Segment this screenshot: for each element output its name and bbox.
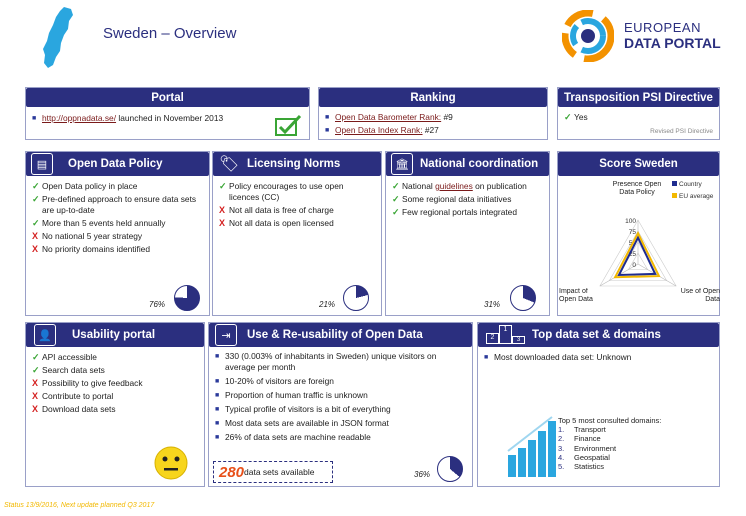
bullet-icon: ■ — [215, 353, 220, 360]
cross-icon: X — [32, 378, 39, 388]
ranking-item — [325, 112, 541, 123]
document-icon: ▤ — [31, 153, 53, 175]
policy-header — [26, 152, 209, 176]
list-item-text: Pre-defined approach to ensure data sets are up-to-date — [42, 194, 197, 215]
edp-logo[interactable] — [562, 10, 742, 62]
index-link[interactable]: Open Data Index Rank: — [335, 125, 423, 135]
reuse-header — [209, 323, 472, 347]
bullet-icon: ■ — [325, 114, 330, 121]
list-item-text: Policy encourages to use open licences (CC) — [229, 181, 344, 202]
reuse-title: Use & Re-usability of Open Data — [247, 329, 423, 341]
list-item — [215, 418, 466, 429]
list-item — [32, 352, 198, 363]
list-item — [215, 404, 466, 415]
portal-text: launched in November 2013 — [116, 113, 224, 123]
coordination-title: National coordination — [420, 158, 539, 170]
portal-header — [26, 88, 309, 107]
check-icon: ✓ — [392, 181, 400, 191]
ranking-title: Ranking — [410, 91, 456, 104]
logo-data-text: DATA — [624, 35, 665, 51]
cross-icon: X — [32, 244, 39, 254]
domain-item — [558, 453, 661, 462]
licensing-card — [212, 151, 382, 316]
bullet-icon: ■ — [215, 434, 220, 441]
ranking-body — [319, 107, 547, 143]
list-item-text: Some regional data initiatives — [402, 194, 512, 204]
coordination-item1-post: on publication — [472, 181, 527, 191]
domain-item — [558, 425, 661, 434]
list-item — [32, 218, 203, 229]
domains-block — [558, 416, 661, 471]
radar-axis-right-text: Use of Open Data — [680, 288, 720, 303]
check-icon: ✓ — [392, 194, 400, 204]
podium-3: 3 — [512, 336, 525, 344]
list-item-text: Few regional portals integrated — [402, 207, 517, 217]
page-title: Sweden – Overview — [103, 25, 237, 42]
domain-name: Finance — [574, 434, 601, 444]
reuse-pie — [437, 456, 463, 482]
topdata-body — [478, 347, 719, 370]
list-item-text: No national 5 year strategy — [42, 231, 143, 241]
bullet-icon: ■ — [215, 420, 220, 427]
edp-logo-icon — [562, 10, 614, 62]
list-item — [32, 365, 198, 376]
policy-title: Open Data Policy — [68, 158, 163, 170]
cross-icon: X — [219, 218, 226, 228]
reuse-card — [208, 322, 473, 487]
legend-country-swatch — [672, 181, 677, 186]
list-item-text: Proportion of human traffic is unknown — [225, 390, 368, 400]
user-icon: 👤 — [34, 324, 56, 346]
list-item — [219, 205, 375, 216]
domain-name: Statistics — [574, 462, 605, 472]
check-icon: ✓ — [32, 365, 40, 375]
list-item-text: 10-20% of visitors are foreign — [225, 376, 334, 386]
check-icon: ✓ — [32, 181, 40, 191]
licensing-list — [213, 176, 381, 236]
list-item-text: Typical profile of visitors is a bit of everything — [225, 404, 391, 414]
radar-axis-top — [612, 181, 662, 211]
reuse-list — [209, 347, 472, 450]
coordination-percent: 31% — [484, 300, 501, 309]
list-item — [392, 207, 543, 218]
domain-rank: 2. — [558, 434, 565, 444]
licensing-pie — [343, 285, 369, 311]
bullet-icon: ■ — [32, 115, 37, 122]
ranking-header — [319, 88, 547, 107]
coordination-pie — [510, 285, 536, 311]
bullet-icon: ■ — [215, 392, 220, 399]
coordination-card — [385, 151, 550, 316]
checkbox-check-icon — [274, 113, 302, 137]
check-icon: ✓ — [219, 181, 227, 191]
radar-tick-label: 75 — [628, 229, 636, 236]
logo-line2 — [624, 35, 721, 51]
radar-axis-left-text: Impact of Open Data — [559, 288, 593, 303]
check-icon: ✓ — [32, 218, 40, 228]
policy-card — [25, 151, 210, 316]
domain-name: Transport — [574, 425, 606, 435]
list-item — [32, 404, 198, 415]
sweden-map-icon — [38, 5, 78, 71]
legend-country-label: Country — [679, 181, 702, 188]
licensing-title: Licensing Norms — [247, 158, 341, 170]
portal-link[interactable]: http://oppnadata.se/ — [42, 113, 117, 123]
list-item-text: Download data sets — [42, 404, 116, 414]
list-item — [32, 391, 198, 402]
transposition-value: Yes — [574, 112, 588, 122]
domain-rank: 4. — [558, 452, 565, 462]
podium-1: 1 — [499, 325, 512, 344]
list-item-text: Most data sets are available in JSON format — [225, 418, 389, 428]
list-item — [215, 376, 466, 387]
datasets-count-box — [213, 461, 333, 483]
domain-rank: 3. — [558, 443, 565, 453]
radar-axis-top-text: Presence Open Data Policy — [612, 181, 662, 196]
cross-icon: X — [32, 231, 39, 241]
list-item-text: Open Data policy in place — [42, 181, 138, 191]
list-item-text: 330 (0.003% of inhabitants in Sweden) unique visitors on average per month — [225, 351, 437, 372]
legend-eu-label: EU average — [679, 193, 714, 200]
cross-icon: X — [219, 205, 226, 215]
check-icon: ✓ — [392, 207, 400, 217]
usability-title: Usability portal — [72, 329, 156, 341]
radar-tick-label: 25 — [628, 251, 636, 258]
list-item-text: More than 5 events held annually — [42, 218, 166, 228]
logo-portal-text: PORTAL — [664, 35, 721, 51]
bullet-icon: ■ — [215, 378, 220, 385]
list-item — [32, 194, 203, 216]
institution-icon: 🏛 — [391, 153, 413, 175]
domain-item — [558, 444, 661, 453]
transposition-header — [558, 88, 719, 107]
domain-rank: 1. — [558, 425, 565, 435]
psi-note: Revised PSI Directive — [650, 128, 713, 135]
radar-chart — [558, 177, 721, 317]
topdata-card — [477, 322, 720, 487]
tag-icon: 🏷 — [218, 156, 240, 173]
coordination-list — [386, 176, 549, 225]
datasets-count: 280 — [219, 463, 245, 481]
score-card — [557, 151, 720, 316]
list-item — [215, 351, 466, 373]
policy-list — [26, 176, 209, 262]
datasets-count-label: data sets available — [244, 467, 315, 477]
check-icon: ✓ — [32, 194, 40, 204]
list-item-text: Not all data is free of charge — [229, 205, 334, 215]
list-item — [32, 231, 203, 242]
list-item — [392, 194, 543, 205]
radar-axis-right — [680, 288, 720, 317]
list-item — [32, 181, 203, 192]
barometer-rank: #9 — [441, 112, 453, 122]
domain-name: Geospatial — [574, 452, 610, 462]
podium-icon — [486, 325, 526, 345]
list-item — [219, 218, 375, 229]
radar-tick-label: 100 — [625, 218, 636, 225]
index-rank: #27 — [422, 125, 439, 135]
guidelines-link[interactable]: guidelines — [435, 181, 473, 191]
score-title: Score Sweden — [599, 158, 678, 170]
list-item — [215, 390, 466, 401]
portal-body — [26, 107, 309, 132]
coordination-item1-pre: National — [402, 181, 436, 191]
legend-eu-swatch — [672, 193, 677, 198]
logo-line1: EUROPEAN — [624, 20, 701, 35]
usability-card — [25, 322, 205, 487]
transposition-card — [557, 87, 720, 140]
policy-pie — [174, 285, 200, 311]
domain-rank: 5. — [558, 462, 565, 472]
bullet-icon: ■ — [325, 127, 330, 134]
score-header — [558, 152, 719, 176]
login-icon: ⇥ — [215, 324, 237, 346]
list-item-text: 26% of data sets are machine readable — [225, 432, 371, 442]
ranking-item — [325, 125, 541, 136]
radar-tick-label: 0 — [632, 262, 636, 269]
topdata-title: Top data set & domains — [532, 329, 661, 341]
radar-tick-label: 50 — [628, 240, 636, 247]
list-item-text: Search data sets — [42, 365, 105, 375]
check-icon: ✓ — [564, 112, 572, 122]
list-item — [219, 181, 375, 203]
domains-title: Top 5 most consulted domains: — [558, 416, 662, 425]
reuse-percent: 36% — [414, 470, 431, 479]
barometer-link[interactable]: Open Data Barometer Rank: — [335, 112, 442, 122]
usability-list — [26, 347, 204, 422]
domain-item — [558, 434, 661, 443]
neutral-face-icon — [153, 445, 189, 481]
list-item-text: Possibility to give feedback — [42, 378, 143, 388]
domain-item — [558, 462, 661, 471]
ranking-card — [318, 87, 548, 140]
list-item — [32, 244, 203, 255]
check-icon: ✓ — [32, 352, 40, 362]
podium-2: 2 — [486, 333, 499, 344]
transposition-body — [558, 107, 719, 130]
bar-chart-icon — [506, 415, 560, 477]
bullet-icon: ■ — [484, 354, 489, 361]
transposition-title: Transposition PSI Directive — [564, 91, 713, 104]
portal-card — [25, 87, 310, 140]
cross-icon: X — [32, 404, 39, 414]
policy-percent: 76% — [149, 300, 166, 309]
list-item-text: No priority domains identified — [42, 244, 150, 254]
list-item-text: Not all data is open licensed — [229, 218, 334, 228]
licensing-percent: 21% — [319, 300, 336, 309]
most-downloaded: Most downloaded data set: Unknown — [494, 352, 632, 362]
portal-title: Portal — [151, 91, 184, 104]
status-footer: Status 13/9/2016, Next update planned Q3 2017 — [4, 502, 155, 509]
list-item — [32, 378, 198, 389]
bullet-icon: ■ — [215, 406, 220, 413]
list-item-text: API accessible — [42, 352, 97, 362]
list-item-text: Contribute to portal — [42, 391, 114, 401]
radar-axis-left — [559, 288, 599, 317]
domain-name: Environment — [574, 443, 617, 453]
cross-icon: X — [32, 391, 39, 401]
list-item — [215, 432, 466, 443]
